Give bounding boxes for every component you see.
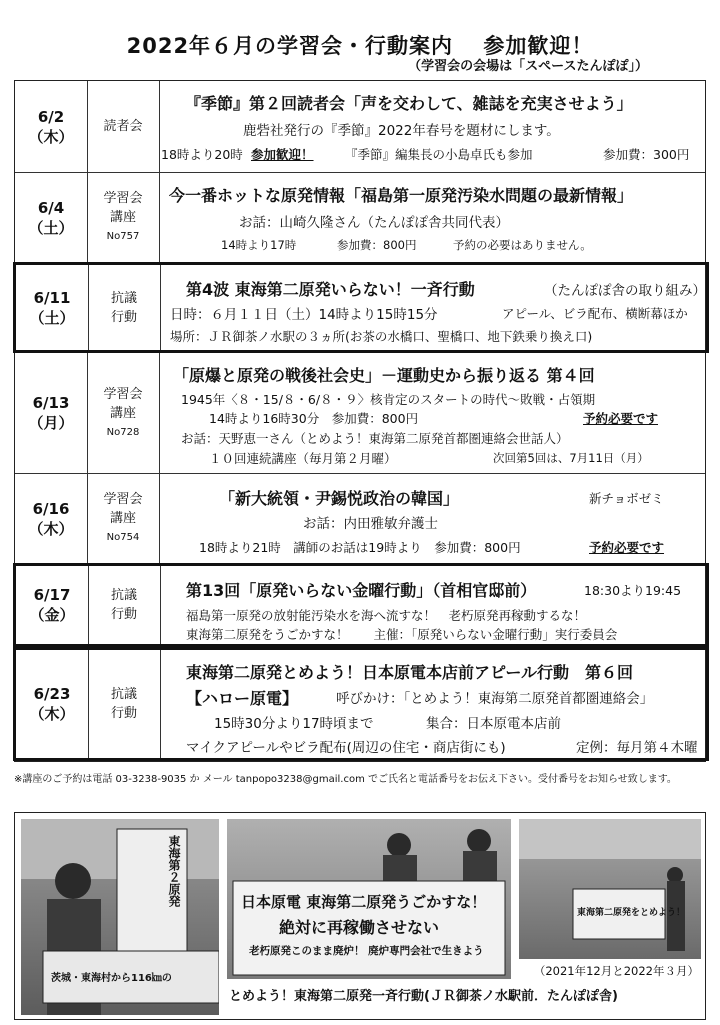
event-content: 「原爆と原発の戦後社会史」－運動史から振り返る 第４回 1945年〈８・15/８・6/８・９〉核肯定のスタートの時代～敗戦・占領期 14時より16時30分 参加費：800円 予約必要です お話：天野恵一さん（とめよう！東海第二原発首都圏連絡会世話人） １０回連続講座（毎月第２月曜） 次回第5回は、7月11日（月）: [173, 366, 659, 466]
event-type: 抗議 行動: [88, 265, 161, 350]
event-date: 6/13 （月）: [15, 353, 88, 473]
event-row-0613: [15, 353, 705, 473]
event-row-0604: [15, 172, 705, 262]
event-date: 6/11 （土）: [16, 265, 89, 350]
event-content: 「新大統領・尹錫悦政治の韓国」 新チョボゼミ お話：内田雅敏弁護士 18時より21時 講師のお話は19時より 参加費：800円 予約必要です: [199, 489, 665, 555]
event-date: 6/4 （土）: [15, 173, 88, 262]
event-type: 学習会 講座 No728: [87, 353, 160, 473]
photo-left-scene: [21, 819, 219, 1015]
banner-text-center-3: 老朽原発このまま廃炉！ 廃炉専門会社で生きよう: [249, 945, 484, 957]
event-content: 第4波 東海第二原発いらない！一斉行動 （たんぽぽ舎の取り組み） 日時：６月１１日（土）14時より15時15分 アピール、ビラ配布、横断幕ほか 場所：ＪＲ御茶ノ水駅の３ヵ所(お茶の水橋口、聖橋口、地下鉄乗り換え口): [170, 280, 706, 344]
event-row-0602: [15, 81, 705, 172]
event-content: 第13回「原発いらない金曜行動」（首相官邸前） 18:30より19:45 福島第一原発の放射能汚染水を海へ流すな！ 老朽原発再稼動するな！ 東海第二原発をうごかすな！ 主催：「原発いらない金曜行動」実行委員会: [186, 581, 682, 642]
photo-panel: [14, 812, 706, 1020]
event-content: 『季節』第２回読者会「声を交わして、雑誌を充実させよう」 鹿砦社発行の『季節』2022年春号を題材にします。 18時より20時 参加歓迎！ 『季節』編集長の小島卓氏も参加 参加費：300円: [161, 94, 690, 162]
photo-caption-dates: （2021年12月と2022年３月）: [533, 964, 699, 978]
event-type: 抗議 行動: [88, 650, 161, 758]
event-content: 東海第二原発とめよう！日本原電本店前アピール行動 第６回 【ハロー原電】 呼びかけ：「とめよう！東海第二原発首都圏連絡会」 15時30分より17時頃まで 集合：日本原電本店前 マイクアピールやビラ配布(周辺の住宅・商店街にも) 定例：毎月第４木曜: [186, 663, 698, 756]
event-type: 読者会: [87, 81, 160, 172]
event-date: 6/23 （木）: [16, 650, 89, 758]
photo-center: [227, 819, 511, 979]
photo-caption: とめよう！東海第二原発一斉行動(ＪＲ御茶ノ水駅前．たんぽぽ舎): [229, 989, 618, 1004]
event-row-0623: [13, 647, 709, 761]
photo-right: [519, 819, 701, 959]
event-date: 6/2 （木）: [15, 81, 88, 172]
event-date: 6/17 （金）: [16, 566, 89, 644]
photo-left: [21, 819, 219, 1015]
event-type: 学習会 講座 No754: [87, 474, 160, 563]
event-row-0616: [15, 473, 705, 563]
event-content: 今一番ホットな原発情報「福島第一原発汚染水問題の最新情報」 お話：山崎久隆さん（たんぽぽ舎共同代表） 14時より17時 参加費：800円 予約の必要はありません。: [169, 186, 634, 252]
banner-text-left: 東海第２原発: [167, 835, 181, 907]
page-title: 2022年６月の学習会・行動案内 参加歓迎！: [126, 34, 594, 58]
event-row-0611: [13, 262, 709, 353]
event-type: 学習会 講座 No757: [87, 173, 160, 262]
event-row-0617: [13, 563, 709, 647]
reservation-footnote: ※講座のご予約は電話 03-3238-9035 か メール tanpopo3238@gmail.com でご氏名と電話番号をお伝え下さい。受付番号をお知らせ致します。: [14, 774, 677, 785]
banner-text-left-2: 茨城・東海村から116㎞の: [51, 973, 172, 984]
banner-text-center: 日本原電 東海第二原発うごかすな！: [241, 893, 487, 911]
event-date: 6/16 （木）: [15, 474, 88, 563]
banner-text-center-2: 絶対に再稼働させない: [279, 918, 440, 937]
photo-right-scene: [519, 819, 701, 959]
schedule-table: [14, 80, 706, 762]
page-subtitle: （学習会の会場は「スペースたんぽぽ」）: [408, 59, 648, 74]
event-type: 抗議 行動: [88, 566, 161, 644]
banner-text-right: 東海第二原発をとめよう！: [577, 908, 686, 918]
